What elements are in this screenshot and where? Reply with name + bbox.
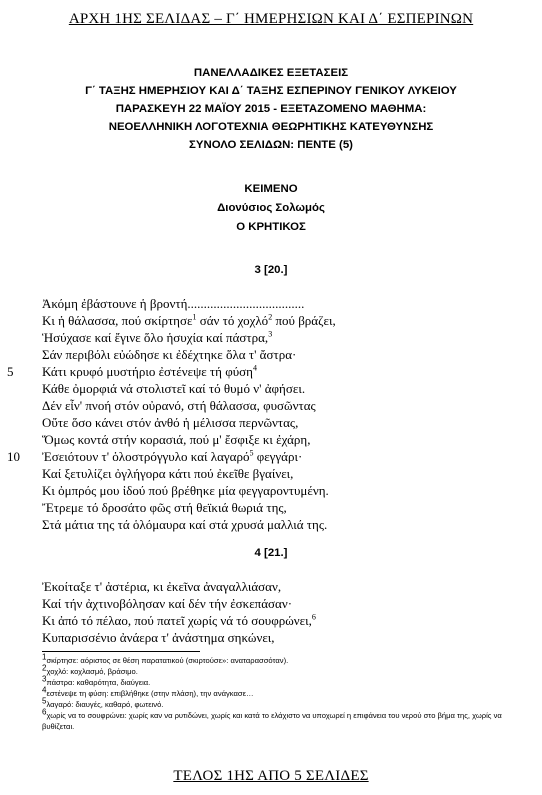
footnote-ref: 3 — [268, 329, 273, 339]
page-header — [0, 11, 542, 28]
poem-line: Κυπαρισσένιο ἀνάερα τ' ἀνάστημα σηκώνει, — [42, 630, 275, 645]
poem-line: Ὅμως κοντά στήν κορασιά, πού μ' ἔσφιξε κι ἐχάρη, — [42, 432, 311, 447]
footnote-ref: 2 — [268, 312, 273, 322]
footnote: $^4$εστένεψε τη φύση: επιβλήθηκε (στην πλάση), την ανάγκασε… — [42, 685, 254, 698]
page-footer — [0, 768, 542, 785]
text-title: Ο ΚΡΗΤΙΚΟΣ — [236, 221, 306, 233]
footnotes — [42, 652, 502, 732]
exam-page-count: ΣΥΝΟΛΟ ΣΕΛΙΔΩΝ: ΠΕΝΤΕ (5) — [189, 139, 353, 151]
poem-line: Ἀκόμη ἐβάστουνε ἡ βροντή.................................... — [42, 296, 305, 311]
poem-line: Ἐκοίταξε τ' ἀστέρια, κι ἐκεῖνα ἀναγαλλιάσαν, — [42, 579, 282, 594]
text-author: Διονύσιος Σολωμός — [217, 202, 325, 214]
footnote: $^5$λαγαρό: διαυγές, καθαρό, φωτεινό. — [42, 696, 164, 709]
footnote: $^1$σκίρτησε: αόριστος σε θέση παρατατικού (σκιρτούσε»: αναταρασσόταν). — [42, 652, 289, 665]
line-number: 5 — [7, 364, 14, 379]
section-heading-1: 3 [20.] — [254, 264, 288, 276]
poem-line: Καί ξετυλίζει ὀγλήγορα κάτι πού ἐκεῖθε βγαίνει, — [42, 466, 294, 481]
poem-line: Οὔτε ὅσο κάνει στόν ἀνθό ἡ μέλισσα περνῶντας, — [42, 415, 299, 430]
poem-line: Κάτι κρυφό μυστήριο ἐστένεψε τή φύση$^4$ — [42, 363, 257, 379]
footnote: $^2$χοχλό: κοχλασμό, βράσιμο. — [42, 663, 138, 676]
exam-title: ΠΑΝΕΛΛΑΔΙΚΕΣ ΕΞΕΤΑΣΕΙΣ — [193, 67, 349, 79]
poem-line: Κι ἡ θάλασσα, πού σκίρτησε$^1$ σάν τό χοχλό$^2$ πού βράζει, — [42, 312, 336, 328]
exam-classes: Γ΄ ΤΑΞΗΣ ΗΜΕΡΗΣΙΟΥ ΚΑΙ Δ΄ ΤΑΞΗΣ ΕΣΠΕΡΙΝΟΥ ΓΕΝΙΚΟΥ ΛΥΚΕΙΟΥ — [85, 85, 457, 97]
footnote-ref: 5 — [249, 448, 254, 458]
poem-line: Ἐσειότουν τ' ὁλοστρόγγυλο καί λαγαρό$^5$ φεγγάρι· — [42, 448, 303, 464]
line-number: 10 — [7, 449, 20, 464]
footnote-ref: 4 — [252, 363, 257, 373]
text-label: ΚΕΙΜΕΝΟ — [244, 183, 298, 195]
poem-line: Καί τήν ἀχτινοβόλησαν καί δέν τήν ἐσκεπάσαν· — [42, 596, 293, 611]
footnote-ref: 6 — [311, 612, 316, 622]
poem-line: Ἡσύχασε καί ἔγινε ὅλο ἡσυχία καί πάστρα,$^3$ — [42, 329, 273, 345]
footnote: $^6$χωρίς να το σουφρώνει: χωρίς καν να ρυτιδώνει, χωρίς και κατά το ελάχιστο να υποχωρεί η επιφάνεια του νερού στο βήμα της, χωρίς να βυθίζεται. — [42, 707, 502, 731]
page-footer-text: ΤΕΛΟΣ 1ΗΣ ΑΠΟ 5 ΣΕΛΙΔΕΣ — [173, 768, 369, 784]
exam-date-subject: ΠΑΡΑΣΚΕΥΗ 22 ΜΑΪΟΥ 2015 - ΕΞΕΤΑΖΟΜΕΝΟ ΜΑΘΗΜΑ: — [115, 103, 427, 115]
poem-line: Δέν εἶν' πνοή στόν οὐρανό, στή θάλασσα, φυσῶντας — [42, 398, 316, 413]
poem-line: Σάν περιβόλι εὐώδησε κι ἐδέχτηκε ὅλα τ' ἄστρα· — [42, 347, 297, 362]
poem-line: Κι ὀμπρός μου ἰδού πού βρέθηκε μία φεγγαροντυμένη. — [42, 483, 329, 498]
poem-line: Κάθε ὀμορφιά νά στολιστεῖ καί τό θυμό ν' ἀφήσει. — [42, 381, 306, 396]
poem-line: Ἔτρεμε τό δροσάτο φῶς στή θεϊκιά θωριά της, — [42, 500, 287, 515]
page-header-text: ΑΡΧΗ 1ΗΣ ΣΕΛΙΔΑΣ – Γ΄ ΗΜΕΡΗΣΙΩΝ ΚΑΙ Δ΄ ΕΣΠΕΡΙΝΩΝ — [68, 11, 474, 27]
poem-line: Κι ἀπό τό πέλαο, πού πατεῖ χωρίς νά τό σουφρώνει,$^6$ — [42, 612, 316, 628]
footnote-ref: 1 — [192, 312, 197, 322]
footnote-separator — [42, 651, 200, 652]
exam-course: ΝΕΟΕΛΛΗΝΙΚΗ ΛΟΓΟΤΕΧΝΙΑ ΘΕΩΡΗΤΙΚΗΣ ΚΑΤΕΥΘΥΝΣΗΣ — [108, 121, 434, 133]
footnote: $^3$πάστρα: καθαρότητα, διαύγεια. — [42, 674, 151, 687]
poem-line: Στά μάτια της τά ὁλόμαυρα καί στά χρυσά μαλλιά της. — [42, 517, 328, 532]
text-heading — [0, 180, 542, 237]
exam-heading — [0, 64, 542, 154]
section-heading-2: 4 [21.] — [254, 547, 288, 559]
